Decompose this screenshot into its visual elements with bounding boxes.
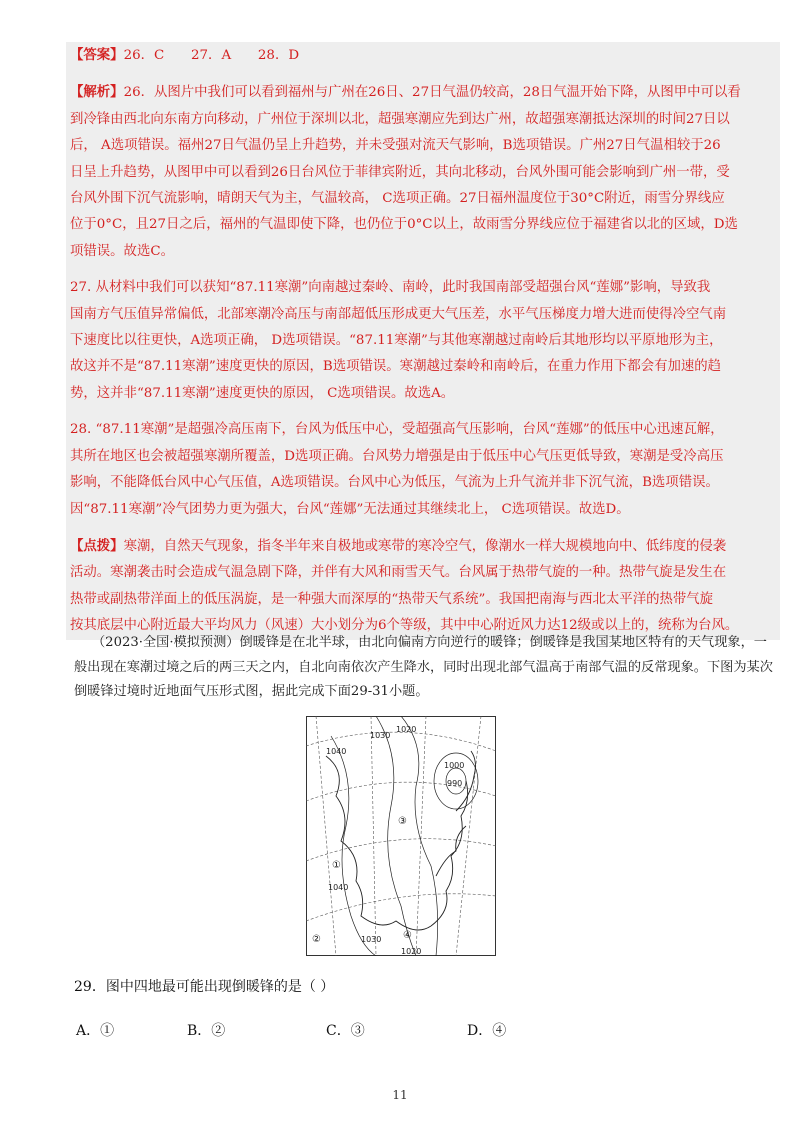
answer-line (66, 42, 780, 69)
tip-line: 寒潮，自然天气现象，指冬半年来自极地或寒带的寒冷空气，像潮水一样大规模地向中、低纬度的侵袭 (123, 538, 727, 554)
analysis-28 (66, 417, 780, 523)
analysis-26-line: 位于0°C，且27日之后，福州的气温即使下降，也仍位于0°C以上，故雨雪分界线应位于福建省以北的区域，D选 (70, 217, 738, 233)
analysis-27 (66, 275, 780, 407)
analysis-28-line: 影响，不能降低台风中心气压值，A选项错误。台风中心为低压，气流为上升气流并非下沉气流，B选项错误。 (70, 475, 719, 491)
analysis-26-line: 后， A选项错误。福州27日气温仍呈上升趋势，并未受强对流天气影响，B选项错误。广州27日气温相较于26 (70, 138, 721, 154)
analysis-28-line: 其所在地区也会被超强寒潮所覆盖，D选项正确。台风势力增强是由于低压中心气压更低导致，寒潮是受冷高压 (70, 448, 724, 464)
isobar-label: 1030 (370, 731, 391, 740)
isobar-label: 1040 (326, 747, 347, 756)
marker-3: ③ (398, 816, 407, 827)
question-29: 29．图中四地最可能出现倒暖锋的是（ ） (74, 979, 335, 995)
answer-tag: 【答案】 (70, 47, 124, 63)
option-b[interactable]: B．② (187, 1023, 226, 1039)
tip (66, 533, 780, 640)
answer-text: 26．C 27．A 28．D (123, 48, 300, 63)
isobar-label: 1040 (328, 883, 349, 892)
analysis-26-line: 台风外围下沉气流影响，晴朗天气为主，气温较高， C选项正确。27日福州温度位于30°C附近，雨雪分界线应 (70, 191, 725, 207)
analysis-tag: 【解析】 (70, 84, 124, 101)
tip-tag: 【点拨】 (70, 537, 124, 554)
page-number: 11 (392, 1088, 408, 1102)
option-d[interactable]: D．④ (467, 1023, 507, 1039)
marker-4: ④ (403, 930, 412, 941)
analysis-26-line: 日呈上升趋势，从图甲中可以看到26日台风位于菲律宾附近，其向北移动，台风外围可能会影响到广州一带，受 (70, 164, 730, 180)
tip-line: 按其底层中心附近最大平均风力（风速）大小划分为6个等级，其中中心附近风力达12级或以上的，统称为台风。 (70, 618, 739, 634)
isobar-label: 1020 (396, 725, 417, 734)
marker-1: ① (332, 860, 341, 871)
tip-line: 活动。寒潮袭击时会造成气温急剧下降，并伴有大风和雨雪天气。台风属于热带气旋的一种。热带气旋是发生在 (70, 565, 727, 581)
answer-analysis-block (66, 42, 780, 640)
analysis-26 (66, 79, 780, 265)
analysis-27-line: 故这并不是“87.11寒潮”速度更快的原因，B选项错误。寒潮越过秦岭和南岭后，在重力作用下都会有加速的趋 (70, 359, 722, 375)
analysis-27-line: 下速度比以往更快，A选项正确， D选项错误。“87.11寒潮”与其他寒潮越过南岭后其地形均以平原地形为主， (70, 333, 723, 349)
analysis-26-line: 到冷锋由西北向东南方向移动，广州位于深圳以北，超强寒潮应先到达广州，故超强寒潮抵达深圳的时间27日以 (70, 111, 730, 127)
analysis-26-line: 26．从图片中我们可以看到福州与广州在26日、27日气温仍较高，28日气温开始下降，从图甲中可以看 (123, 85, 741, 101)
question-intro: （2023·全国·模拟预测）倒暖锋是在北半球，由北向偏南方向逆行的暖锋；倒暖锋是我国某地区特有的天气现象，一般出现在寒潮过境之后的两三天之内，自北向南依次产生降水，同时出现北部气温高于南部气温的反常现象。下图为某次倒暖锋过境时近地面气压形式图，据此完成下面29-31小题。 (74, 635, 773, 699)
analysis-28-line: 28. “87.11寒潮”是超强冷高压南下，台风为低压中心，受超强高气压影响，台风“莲娜”的低压中心迅速瓦解， (70, 422, 724, 438)
analysis-26-line: 项错误。故选C。 (70, 243, 174, 259)
isobar-label: 1030 (361, 935, 382, 944)
isobar-label: 1000 (444, 761, 465, 770)
analysis-27-line: 国南方气压值异常偏低，北部寒潮冷高压与南部超低压形成更大气压差，水平气压梯度力增大进而使得冷空气南 (70, 306, 727, 322)
analysis-28-line: 因“87.11寒潮”冷气团势力更为强大，台风“莲娜”无法通过其继续北上， C选项错误。故选D。 (70, 501, 630, 517)
option-a[interactable]: A．① (76, 1023, 115, 1039)
analysis-27-line: 势，这并非“87.11寒潮”速度更快的原因， C选项错误。故选A。 (70, 385, 455, 401)
isobar-label: 990 (447, 779, 463, 788)
marker-2: ② (312, 934, 321, 945)
pressure-map (306, 716, 496, 956)
option-c[interactable]: C．③ (326, 1023, 365, 1039)
analysis-27-line: 27. 从材料中我们可以获知“87.11寒潮”向南越过秦岭、南岭，此时我国南部受超强台风“莲娜”影响，导致我 (70, 280, 711, 296)
tip-line: 热带或副热带洋面上的低压涡旋，是一种强大而深厚的“热带天气系统”。我国把南海与西北太平洋的热带气旋 (70, 591, 714, 607)
isobar-label: 1020 (401, 947, 422, 956)
